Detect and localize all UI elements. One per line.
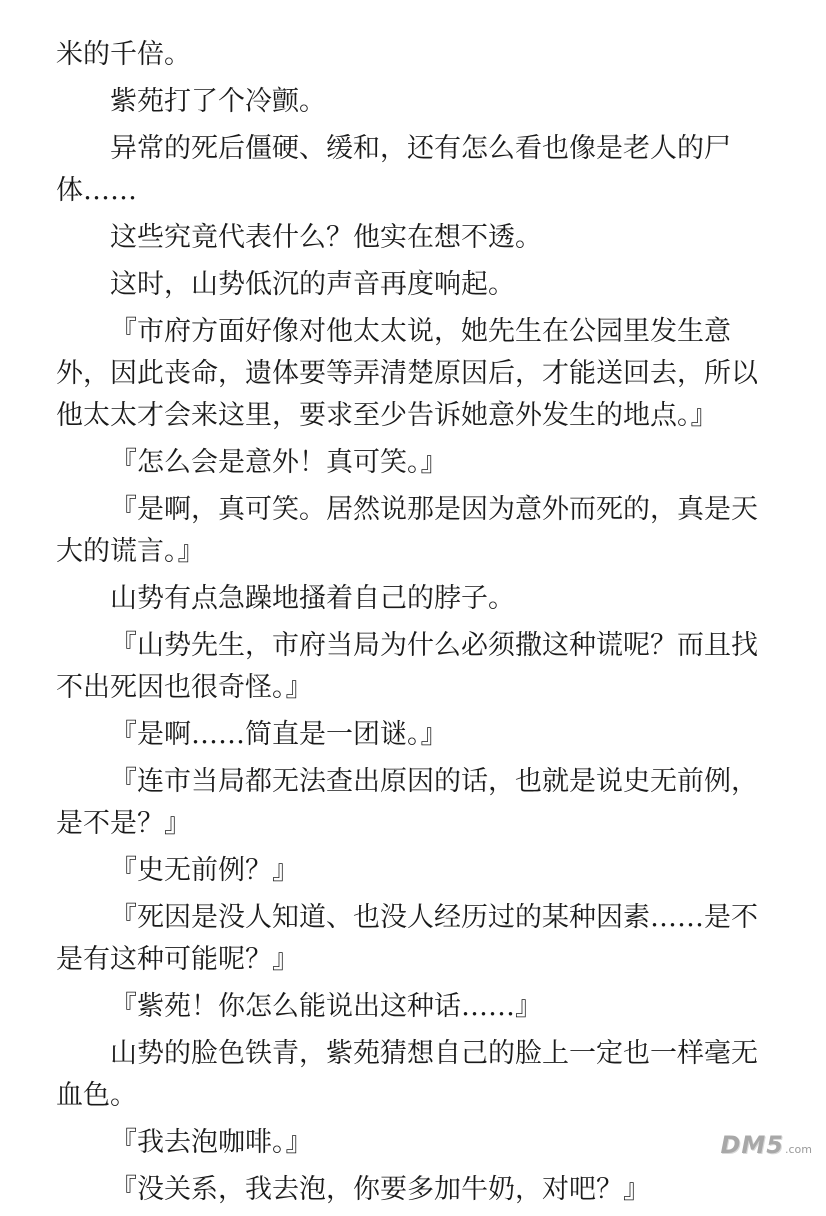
paragraph: 『怎么会是意外！真可笑。』 bbox=[110, 447, 448, 478]
watermark-logo-text: DM5 bbox=[720, 1131, 784, 1159]
body-text bbox=[56, 34, 776, 1216]
paragraph: 『是啊……简直是一团谜。』 bbox=[110, 719, 448, 750]
paragraph: 『史无前例？』 bbox=[110, 855, 299, 886]
paragraph: 山势的脸色铁青，紫苑猜想自己的脸上一定也一样毫无血色。 bbox=[56, 1038, 758, 1111]
paragraph: 『市府方面好像对他太太说，她先生在公园里发生意外，因此丧命，遗体要等弄清楚原因后，才能送回去，所以他太太才会来这里，要求至少告诉她意外发生的地点。』 bbox=[56, 316, 758, 431]
paragraph: 『山势先生，市府当局为什么必须撒这种谎呢？而且找不出死因也很奇怪。』 bbox=[56, 630, 758, 703]
paragraph: 『是啊，真可笑。居然说那是因为意外而死的，真是天大的谎言。』 bbox=[56, 494, 758, 567]
paragraph: 山势有点急躁地搔着自己的脖子。 bbox=[110, 583, 515, 614]
paragraph: 『连市当局都无法查出原因的话，也就是说史无前例，是不是？』 bbox=[56, 766, 758, 839]
paragraph: 『死因是没人知道、也没人经历过的某种因素……是不是有这种可能呢？』 bbox=[56, 902, 758, 975]
watermark-domain: .com bbox=[785, 1143, 812, 1156]
paragraph: 紫苑打了个冷颤。 bbox=[110, 86, 326, 117]
paragraph: 『我去泡咖啡。』 bbox=[110, 1127, 313, 1158]
site-watermark bbox=[720, 1131, 812, 1159]
paragraph: 『没关系，我去泡，你要多加牛奶，对吧？』 bbox=[110, 1174, 650, 1205]
paragraph: 异常的死后僵硬、缓和，还有怎么看也像是老人的尸体…… bbox=[56, 133, 731, 206]
paragraph: 米的千倍。 bbox=[56, 39, 191, 70]
paragraph: 这时，山势低沉的声音再度响起。 bbox=[110, 269, 515, 300]
paragraph: 『紫苑！你怎么能说出这种话……』 bbox=[110, 991, 542, 1022]
paragraph: 这些究竟代表什么？他实在想不透。 bbox=[110, 222, 542, 253]
